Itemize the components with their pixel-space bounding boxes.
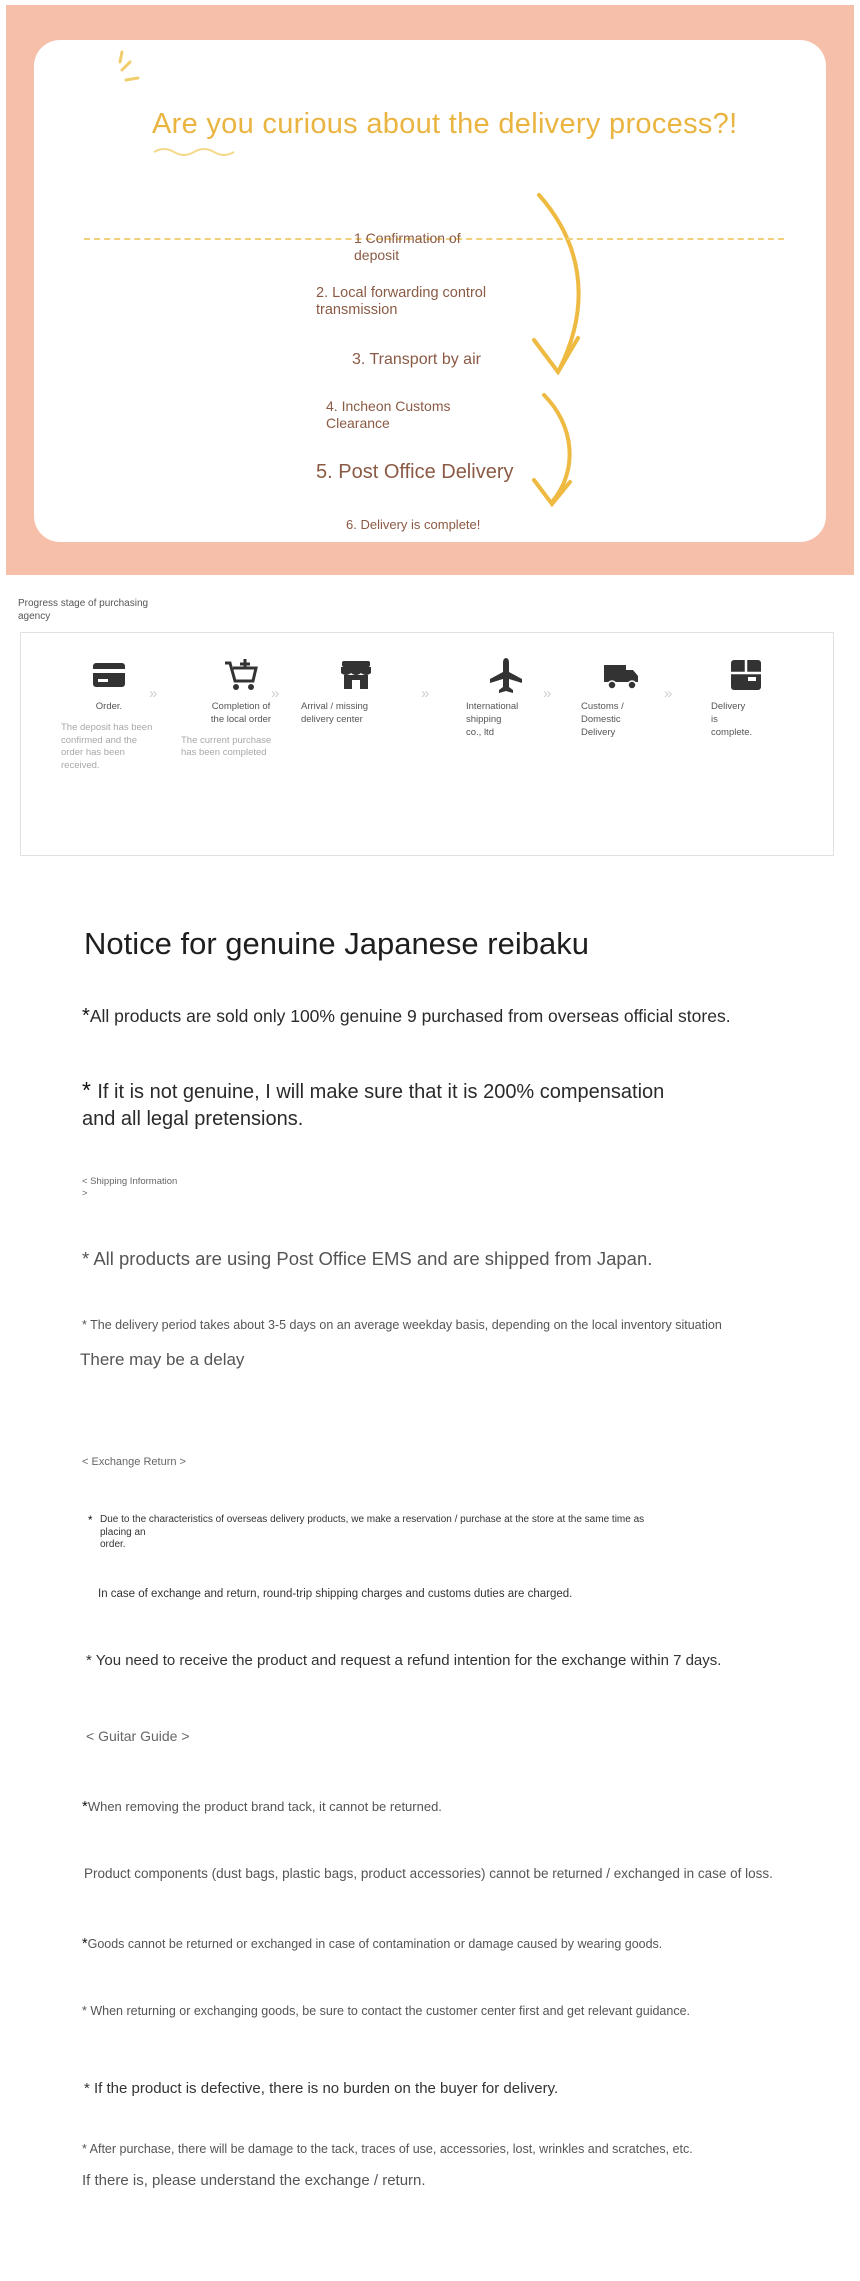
truck-icon [601, 655, 641, 695]
delivery-process-card [34, 40, 826, 542]
airplane-icon [486, 655, 526, 695]
process-step-5: 5. Post Office Delivery [316, 461, 514, 483]
guide-line [82, 1936, 662, 1952]
guide-line: * When returning or exchanging goods, be sure to contact the customer center first and get relevant guidance. [82, 2004, 690, 2018]
star-icon: * [82, 1077, 98, 1103]
guide-line: Product components (dust bags, plastic bags, product accessories) cannot be returned / exchanged in case of loss. [84, 1866, 773, 1881]
process-step-2: 2. Local forwarding control transmission [316, 285, 487, 319]
notice-text: All products are sold only 100% genuine 9 purchased from overseas official stores. [89, 1006, 731, 1026]
separator-chevron: » [664, 685, 669, 702]
separator-chevron: » [149, 685, 154, 702]
guide-text: Goods cannot be returned or exchanged in case of contamination or damage caused by wearing goods. [87, 1937, 663, 1951]
shipping-line: * The delivery period takes about 3-5 days on an average weekday basis, depending on the local inventory situation [82, 1318, 722, 1332]
separator-chevron: » [543, 685, 548, 702]
stage-description: The current purchase has been completed [181, 734, 272, 759]
stage-delivery-center [301, 655, 411, 727]
guide-line: * If the product is defective, there is no burden on the buyer for delivery. [84, 2080, 559, 2097]
stage-international-shipping [466, 655, 546, 739]
star-icon: * [82, 1798, 88, 1815]
process-step-1: 1 Confirmation of deposit [354, 230, 461, 263]
store-icon [336, 655, 376, 695]
guide-text: When removing the product brand tack, it cannot be returned. [87, 1799, 442, 1814]
delivery-process-banner [6, 5, 854, 575]
guide-line: If there is, please understand the exchange / return. [82, 2172, 426, 2189]
star-icon: * [82, 1936, 88, 1952]
stage-label: Completion of the local order [210, 701, 272, 725]
stage-description: The deposit has been confirmed and the order has been received. [61, 721, 153, 772]
guide-heading: < Guitar Guide > [86, 1728, 190, 1744]
star-icon: * [88, 1515, 93, 1527]
star-icon: * [82, 1005, 90, 1027]
cart-icon [221, 655, 261, 695]
separator-chevron: » [271, 685, 276, 702]
guide-line [82, 1798, 442, 1815]
exchange-line [88, 1514, 668, 1552]
process-step-4: 4. Incheon Customs Clearance [326, 398, 451, 431]
notice-line-genuine [82, 1005, 731, 1028]
shipping-line: * All products are using Post Office EMS and are shipped from Japan. [82, 1248, 653, 1269]
exchange-text: Due to the characteristics of overseas delivery products, we make a reservation / purchase at the store at the same time as placing an order. [100, 1514, 645, 1550]
stage-label: Delivery is complete. [711, 701, 753, 738]
process-step-6: 6. Delivery is complete! [346, 517, 481, 532]
stage-order [61, 655, 157, 773]
exchange-line: * You need to receive the product and request a refund intention for the exchange within 7 days. [86, 1652, 722, 1669]
card-icon [89, 655, 129, 695]
exchange-heading: < Exchange Return > [82, 1456, 186, 1468]
stage-local-order [181, 655, 301, 760]
progress-stages-box [20, 632, 834, 856]
stage-customs-domestic [581, 655, 661, 739]
shipping-line: There may be a delay [80, 1350, 245, 1369]
box-icon [726, 655, 766, 695]
progress-title: Progress stage of purchasing agency [18, 598, 149, 622]
delivery-process-title: Are you curious about the delivery process?! [152, 108, 738, 140]
separator-chevron: » [421, 685, 426, 702]
process-step-3: 3. Transport by air [352, 351, 481, 368]
notice-line-compensation [82, 1076, 762, 1132]
notice-title: Notice for genuine Japanese reibaku [84, 926, 589, 961]
stage-label: Order. [95, 701, 123, 712]
notice-text: If it is not genuine, I will make sure that it is 200% compensation and all legal pretensions. [82, 1081, 665, 1130]
stage-label: International shipping co., ltd [466, 701, 519, 738]
stage-label: Customs / Domestic Delivery [581, 701, 624, 738]
shipping-heading: < Shipping Information > [82, 1176, 178, 1199]
stage-delivery-complete [711, 655, 781, 739]
exchange-line: In case of exchange and return, round-trip shipping charges and customs duties are charged. [98, 1588, 573, 1600]
guide-line: * After purchase, there will be damage to the tack, traces of use, accessories, lost, wrinkles and scratches, etc. [82, 2142, 693, 2156]
stage-label: Arrival / missing delivery center [301, 701, 369, 725]
